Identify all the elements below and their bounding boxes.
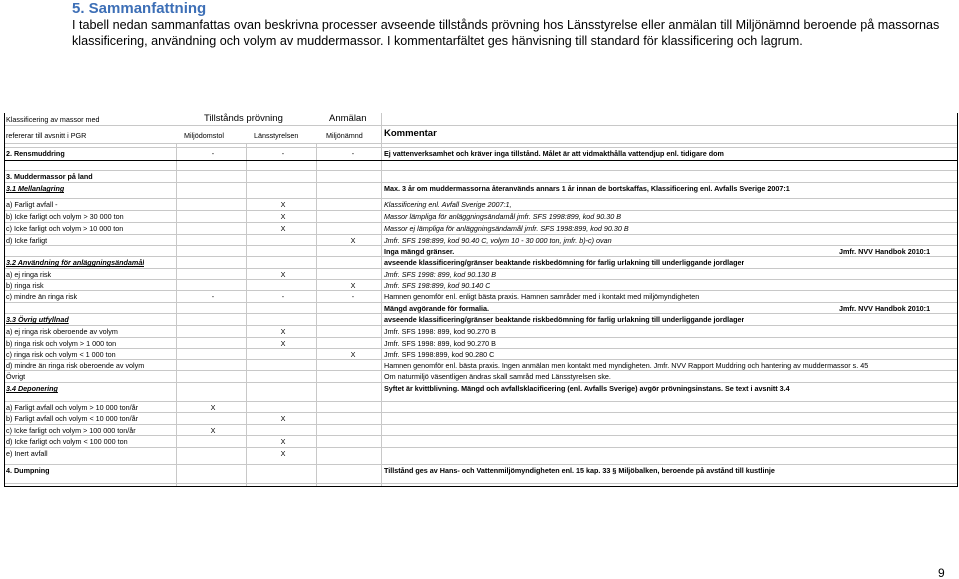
lansstyrelsen-mark: X	[280, 339, 286, 348]
row-label: b) ringa risk och volym > 1 000 ton	[6, 339, 117, 348]
row-comment: Jmfr. SFS 1998: 899, kod 90.270 B	[384, 327, 496, 336]
row-comment: Jmfr. SFS 198:899, kod 90.140 C	[384, 281, 491, 290]
row-divider	[4, 279, 958, 280]
row-label: c) ringa risk och volym < 1 000 ton	[6, 350, 116, 359]
side-note: Jmfr. NVV Handbok 2010:1	[839, 304, 931, 313]
row-label: 2. Rensmuddring	[6, 149, 65, 158]
row-comment: Ej vattenverksamhet och kräver inga tillstånd. Målet är att vidmakthålla vattendjup enl. tidigare dom	[384, 149, 724, 158]
row-divider	[4, 382, 958, 383]
row-divider	[4, 143, 958, 144]
row-divider	[4, 424, 958, 425]
row-label: a) ej ringa risk oberoende av volym	[6, 327, 118, 336]
row-divider	[4, 302, 958, 303]
row-label: c) mindre än ringa risk	[6, 292, 78, 301]
lansstyrelsen-mark: X	[280, 437, 286, 446]
row-label: Övrigt	[6, 372, 26, 381]
lansstyrelsen-mark: X	[280, 414, 286, 423]
row-divider	[4, 234, 958, 235]
lansstyrelsen-mark: X	[280, 327, 286, 336]
row-label: b) ringa risk	[6, 281, 44, 290]
row-comment: Max. 3 år om muddermassorna återanvänds annars 1 år innan de bortskaffas, Klassificering enl. Avfalls Sverige 2007:1	[384, 184, 790, 193]
row-comment: Jmfr. SFS 1998: 899, kod 90.130 B	[384, 270, 497, 279]
row-divider	[4, 401, 958, 402]
miljodomstol-mark: X	[210, 403, 216, 412]
row-label: 3. Muddermassor på land	[6, 172, 93, 181]
row-label: 3.3 Övrig utfyllnad	[6, 315, 69, 324]
row-label: 3.2 Användning för anläggningsändamål	[6, 258, 145, 267]
row-comment: Massor lämpliga för anläggningsändamål jmfr. SFS 1998:899, kod 90.30 B	[384, 212, 622, 221]
row-comment: Jmfr. SFS 1998:899, kod 90.280 C	[384, 350, 495, 359]
row-comment: Klassificering enl. Avfall Sverige 2007:1,	[384, 200, 512, 209]
header-group-tillstand: Tillstånds prövning	[204, 113, 283, 124]
row-comment: Hamnen genomför enl. bästa praxis. Ingen anmälan men kontakt med myndigheten. Jmfr. NVV Rapport Muddring och hantering av muddermassor s. 45	[384, 361, 869, 370]
header-classification-line2: refererar till avsnitt i PGR	[6, 131, 87, 140]
miljodomstol-mark: -	[211, 149, 215, 158]
row-comment: Jmfr. SFS 1998: 899, kod 90.270 B	[384, 339, 496, 348]
row-label: 3.4 Deponering	[6, 384, 58, 393]
intro-paragraph	[72, 17, 952, 49]
row-label: d) Icke farligt och volym < 100 000 ton	[6, 437, 128, 446]
miljodomstol-mark: X	[210, 426, 216, 435]
row-label: 3.1 Mellanlagring	[6, 184, 65, 193]
row-divider	[4, 348, 958, 349]
row-divider	[4, 435, 958, 436]
summary-table	[4, 113, 958, 487]
row-divider	[4, 370, 958, 371]
row-divider	[4, 313, 958, 314]
miljodomstol-mark: -	[211, 292, 215, 301]
row-divider	[4, 170, 958, 171]
section-heading: 5. Sammanfattning	[72, 0, 207, 17]
row-label: a) Farligt avfall -	[6, 200, 58, 209]
row-comment: Inga mängd gränser.	[384, 247, 455, 256]
intro-line: I tabell nedan sammanfattas ovan beskrivna processer avseende tillstånds prövning hos Länsstyrelse eller anmälan till Miljönämnd beroende på massornas	[72, 18, 940, 32]
row-divider	[4, 464, 958, 465]
intro-line: klassificering, användning och volym av muddermassor. I kommentarfältet ges hänvisning till standard för klassificering och lagrum.	[72, 34, 803, 48]
header-lansstyrelsen: Länsstyrelsen	[254, 131, 299, 140]
lansstyrelsen-mark: X	[280, 270, 286, 279]
header-miljodomstol: Miljödomstol	[184, 131, 224, 140]
miljonamnd-mark: X	[350, 350, 356, 359]
row-comment: Jmfr. SFS 198:899, kod 90.40 C, volym 10 - 30 000 ton, jmfr. b)-c) ovan	[384, 236, 612, 245]
row-divider	[4, 325, 958, 326]
lansstyrelsen-mark: X	[280, 449, 286, 458]
miljonamnd-mark: X	[350, 281, 356, 290]
row-divider	[4, 359, 958, 360]
row-comment: Hamnen genomför enl. enligt bästa praxis. Hamnen samråder med i kontakt med miljömyndigheten	[384, 292, 700, 301]
row-divider	[4, 210, 958, 211]
row-label: b) Farligt avfall och volym < 10 000 ton/år	[6, 414, 139, 423]
row-label: c) Icke farligt och volym > 10 000 ton	[6, 224, 124, 233]
row-comment: Massor ej lämpliga för anläggningsändamål jmfr. SFS 1998:899, kod 90.30 B	[384, 224, 629, 233]
row-divider	[4, 256, 958, 257]
row-divider	[4, 290, 958, 291]
header-miljonamnd: Miljönämnd	[326, 131, 363, 140]
row-label: b) Icke farligt och volym > 30 000 ton	[6, 212, 124, 221]
row-divider	[4, 245, 958, 246]
row-divider	[4, 125, 958, 126]
miljonamnd-mark: X	[350, 236, 356, 245]
row-comment: avseende klassificering/gränser beaktande riskbedömning för farlig urlakning till underliggande jordlager	[384, 315, 745, 324]
row-divider	[4, 198, 958, 199]
lansstyrelsen-mark: X	[280, 200, 286, 209]
header-classification-line1: Klassificering av massor med	[6, 115, 100, 124]
row-divider	[4, 483, 958, 484]
table-border	[4, 113, 5, 487]
lansstyrelsen-mark: X	[280, 212, 286, 221]
row-comment: avseende klassificering/gränser beaktande riskbedömning för farlig urlakning till underliggande jordlager	[384, 258, 745, 267]
row-divider	[4, 222, 958, 223]
header-group-anmalan: Anmälan	[329, 113, 367, 124]
row-comment: Syftet är kvittblivning. Mängd och avfallsklacificering (enl. Avfalls Sverige) avgör prövningsinstans. Se text i avsnitt 3.4	[384, 384, 790, 393]
row-label: 4. Dumpning	[6, 466, 50, 475]
header-kommentar: Kommentar	[384, 128, 437, 139]
miljonamnd-mark: -	[351, 149, 355, 158]
row-label: c) Icke farligt och volym > 100 000 ton/år	[6, 426, 136, 435]
lansstyrelsen-mark: X	[280, 224, 286, 233]
row-divider	[4, 447, 958, 448]
row-divider	[4, 337, 958, 338]
row-comment: Tillstånd ges av Hans- och Vattenmiljömyndigheten enl. 15 kap. 33 § Miljöbalken, beroende på avstånd till kustlinje	[384, 466, 775, 475]
row-divider	[4, 182, 958, 183]
side-note: Jmfr. NVV Handbok 2010:1	[839, 247, 931, 256]
lansstyrelsen-mark: -	[281, 149, 285, 158]
miljonamnd-mark: -	[351, 292, 355, 301]
row-label: a) ej ringa risk	[6, 270, 52, 279]
row-label: a) Farligt avfall och volym > 10 000 ton/år	[6, 403, 139, 412]
row-label: d) Icke farligt	[6, 236, 48, 245]
row-divider	[4, 160, 958, 161]
lansstyrelsen-mark: -	[281, 292, 285, 301]
table-border	[957, 113, 958, 487]
row-comment: Mängd avgörande för formalia.	[384, 304, 490, 313]
row-label: d) mindre än ringa risk oberoende av volym	[6, 361, 145, 370]
row-comment: Om naturmiljö väsentligen ändras skall samråd med Länsstyrelsen ske.	[384, 372, 611, 381]
row-label: e) Inert avfall	[6, 449, 48, 458]
page-number: 9	[938, 566, 945, 579]
row-divider	[4, 147, 958, 148]
table-border	[4, 486, 958, 487]
row-divider	[4, 268, 958, 269]
row-divider	[4, 412, 958, 413]
